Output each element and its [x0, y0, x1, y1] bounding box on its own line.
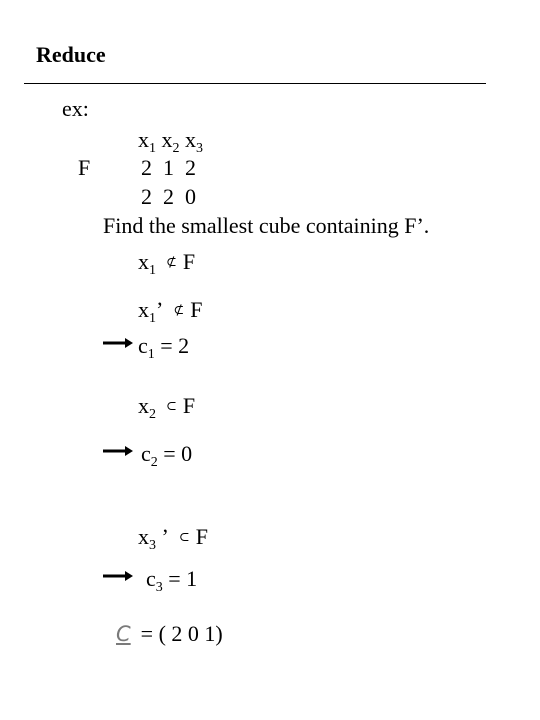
title-divider [24, 83, 486, 84]
matrix-row-2: 2 2 0 [141, 184, 196, 209]
matrix-header [138, 127, 203, 156]
step-x1-prime: $x_1$’ ⊄ F [138, 297, 203, 326]
header-var-2: $x_2$ [161, 127, 180, 156]
header-var-3: $x_3$ [185, 127, 203, 156]
result-c1: $c_1 = 2$ [138, 333, 190, 362]
matrix-row-1: 2 1 2 [141, 155, 196, 180]
right-arrow-icon [103, 337, 133, 349]
not-subset-icon: ⊄ [173, 302, 185, 317]
result-c3: $c_3 = 1$ [146, 566, 198, 595]
cube-symbol: C [116, 622, 131, 646]
step-x3-prime: $x_3$ ’ ⊂ F [138, 524, 208, 553]
example-label: ex: [62, 96, 89, 121]
right-arrow-icon [103, 445, 133, 457]
final-value: = ( 2 0 1) [140, 621, 223, 646]
header-var-1: $x_1$ [138, 127, 156, 156]
subset-icon: ⊂ [166, 398, 177, 413]
instruction-text: Find the smallest cube containing F’. [103, 213, 430, 238]
step-x2: $x_2\subset$ F [138, 393, 196, 422]
right-arrow-icon [103, 570, 133, 582]
subset-icon: ⊂ [178, 529, 190, 544]
final-result [116, 621, 223, 647]
step-x1: $x_1⊄$ F [138, 249, 196, 278]
result-c2: $c_2 = 0$ [141, 441, 193, 470]
not-subset-icon: ⊄ [166, 254, 177, 269]
matrix-row-label: F [78, 155, 91, 180]
slide-title: Reduce [36, 42, 106, 67]
